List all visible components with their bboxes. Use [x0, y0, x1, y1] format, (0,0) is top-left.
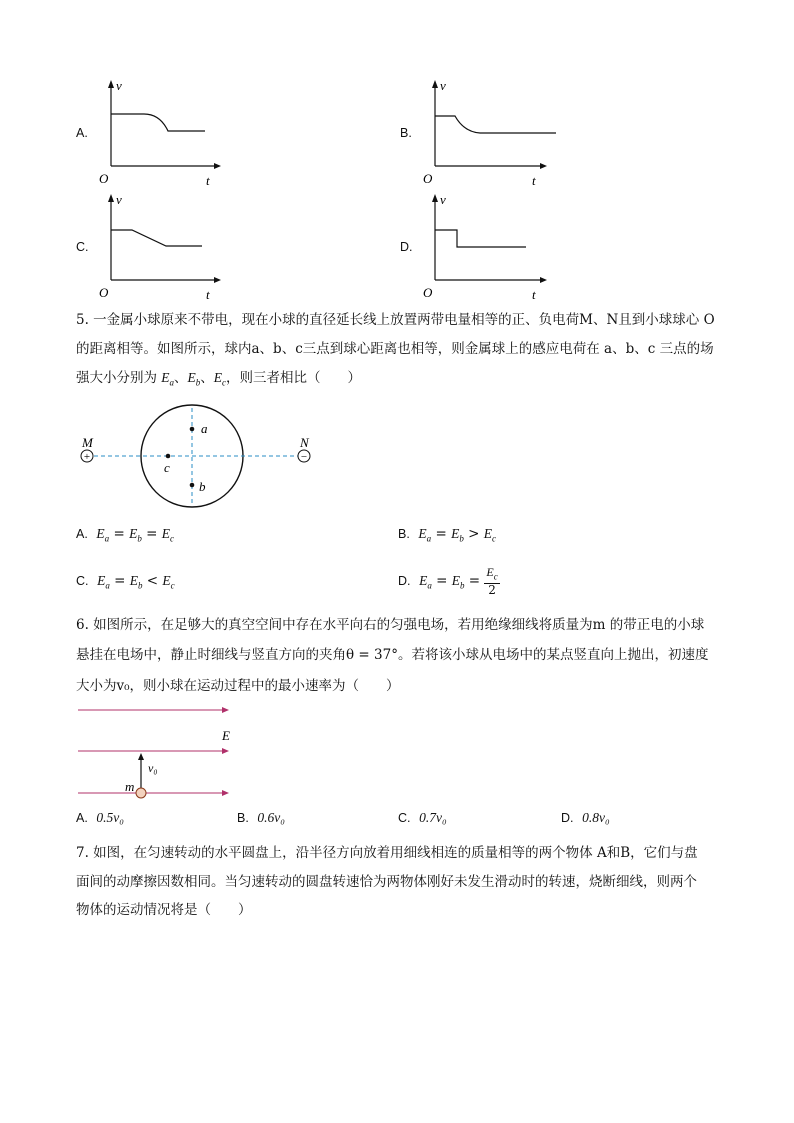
- q6-option-d[interactable]: D. 0.8v₀: [561, 810, 610, 825]
- graph-option-b[interactable]: [398, 76, 558, 194]
- axis-v-label: v: [116, 78, 122, 93]
- axis-t-label: t: [532, 173, 536, 188]
- velocity-v0-label: v₀: [148, 761, 158, 775]
- q5-line-3: 强大小分别为 $E_a$、$E_b$、$E_c$，则三者相比（ ）: [76, 370, 362, 388]
- option-d-label: D.: [400, 240, 413, 254]
- option-a-label: A.: [76, 126, 88, 140]
- origin-label: O: [99, 171, 109, 186]
- option-b-label: B.: [400, 126, 412, 140]
- point-c-label: c: [164, 460, 170, 475]
- axis-t-label: t: [206, 173, 210, 188]
- v-t-graph-a: [74, 76, 224, 194]
- graph-option-c[interactable]: [74, 190, 224, 308]
- charge-m-label: M: [82, 435, 93, 450]
- q5-option-b[interactable]: B. $E_a = E_b > E_c$: [398, 526, 496, 544]
- v-t-graph-d: [398, 190, 558, 308]
- q5-option-c[interactable]: C. $E_a = E_b < E_c$: [76, 573, 175, 591]
- q6-line-2: 悬挂在电场中，静止时细线与竖直方向的夹角θ = 37°。若将该小球从电场中的某点竖直向上抛出，初速度: [76, 647, 709, 663]
- origin-label: O: [423, 171, 433, 186]
- q7-line-2: 面间的动摩擦因数相同。当匀速转动的圆盘转速恰为两物体刚好未发生滑动时的转速，烧断细线，则两个: [76, 874, 697, 890]
- axis-v-label: v: [116, 192, 122, 207]
- point-a-label: a: [201, 421, 208, 436]
- point-b-label: b: [199, 479, 206, 494]
- axis-v-label: v: [440, 78, 446, 93]
- graph-option-a[interactable]: [74, 76, 224, 194]
- origin-label: O: [423, 285, 433, 300]
- axis-t-label: t: [532, 287, 536, 302]
- q5-option-a[interactable]: A. $E_a = E_b = E_c$: [76, 526, 174, 544]
- q5-line-1: 5. 一金属小球原来不带电，现在小球的直径延长线上放置两带电量相等的正、负电荷M、N且到小球球心 O: [76, 312, 715, 328]
- field-e-label: E: [222, 728, 230, 743]
- q5-line-2: 的距离相等。如图所示，球内a、b、c三点到球心距离也相等，则金属球上的感应电荷在 a、b、c 三点的场: [76, 341, 714, 357]
- q6-figure-electric-field: [76, 700, 256, 800]
- v-t-graph-c: [74, 190, 224, 308]
- q6-line-3: 大小为v₀，则小球在运动过程中的最小速率为（ ）: [76, 678, 400, 694]
- q7-line-1: 7. 如图，在匀速转动的水平圆盘上，沿半径方向放着用细线相连的质量相等的两个物体 A和B，它们与盘: [76, 845, 698, 861]
- graph-option-d[interactable]: [398, 190, 558, 308]
- v-t-graph-b: [398, 76, 558, 194]
- mass-m-label: m: [125, 779, 135, 794]
- origin-label: O: [99, 285, 109, 300]
- q5-figure-metal-sphere: [76, 402, 316, 514]
- q7-line-3: 物体的运动情况将是（ ）: [76, 902, 252, 918]
- axis-t-label: t: [206, 287, 210, 302]
- q5-option-d[interactable]: D. $E_a = E_b$ = $\frac{E_c}{2}$: [398, 564, 498, 598]
- minus-sign: −: [300, 451, 308, 463]
- option-c-label: C.: [76, 240, 89, 254]
- q6-option-b[interactable]: B. 0.6v₀: [237, 810, 285, 825]
- q6-line-1: 6. 如图所示，在足够大的真空空间中存在水平向右的匀强电场，若用绝缘细线将质量为m 的带正电的小球: [76, 617, 705, 633]
- q6-option-c[interactable]: C. 0.7v₀: [398, 810, 447, 825]
- axis-v-label: v: [440, 192, 446, 207]
- q5-line-3-pre: 强大小分别为: [76, 370, 157, 386]
- q5-line-3-post: ，则三者相比（ ）: [226, 370, 362, 386]
- plus-sign: +: [83, 451, 91, 463]
- q6-option-a[interactable]: A. 0.5v₀: [76, 810, 124, 825]
- charge-n-label: N: [300, 435, 309, 450]
